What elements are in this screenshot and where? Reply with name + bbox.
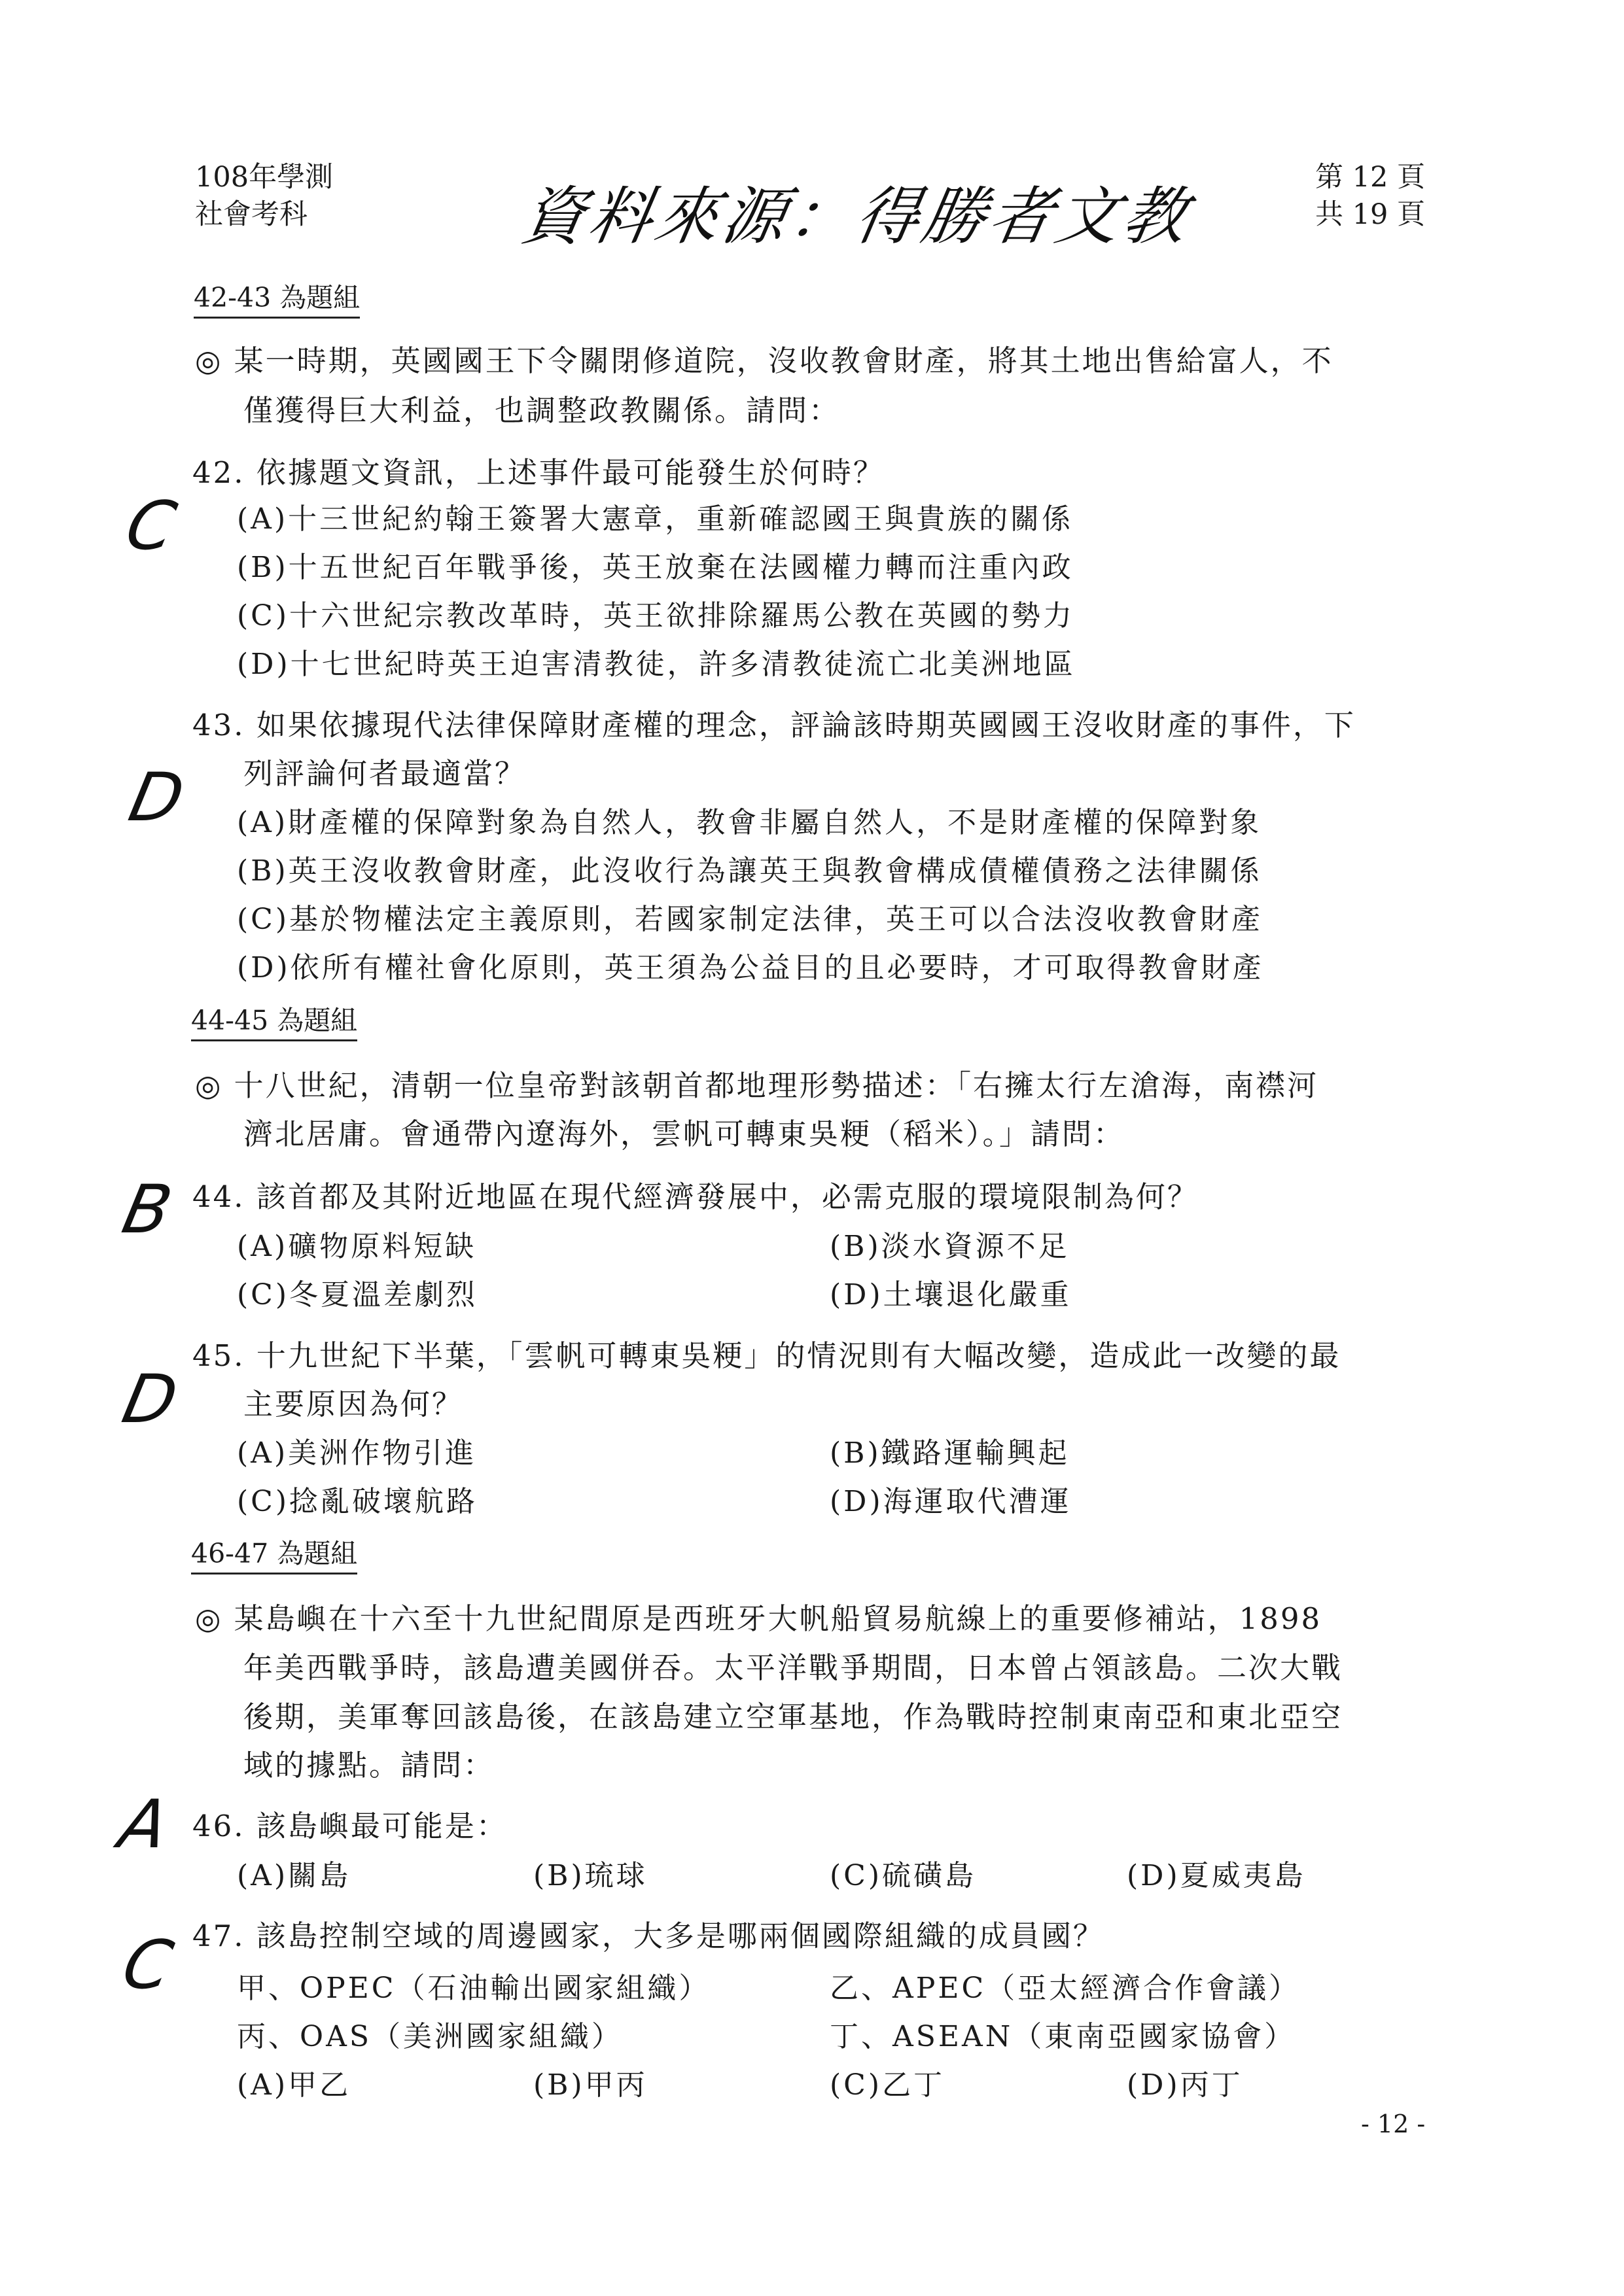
question-stem: 47. 該島控制空域的周邊國家，大多是哪兩個國際組織的成員國？ — [192, 1919, 1104, 1953]
statement-item: 乙、APEC（亞太經濟合作會議） — [830, 1972, 1301, 2005]
passage-line: ◎ 某一時期，英國國王下令關閉修道院，沒收教會財產，將其土地出售給富人，不 — [195, 343, 1333, 378]
handwritten-source-note: 資料來源：得勝者文教 — [516, 180, 1197, 253]
handwritten-answer: C — [116, 1926, 179, 2004]
option-d: (D)依所有權社會化原則，英王須為公益目的且必要時，才可取得教會財產 — [237, 951, 1264, 984]
option-b: (B)琉球 — [533, 1859, 648, 1892]
option-d: (D)海運取代漕運 — [830, 1485, 1072, 1518]
option-c: (C)基於物權法定主義原則，若國家制定法律，英王可以合法沒收教會財產 — [237, 903, 1263, 936]
option-b: (B)淡水資源不足 — [830, 1230, 1070, 1263]
question-stem: 43. 如果依據現代法律保障財產權的理念，評論該時期英國國王沒收財產的事件，下 — [192, 708, 1356, 742]
option-c: (C)捻亂破壞航路 — [237, 1485, 478, 1518]
option-c: (C)十六世紀宗教改革時，英王欲排除羅馬公教在英國的勢力 — [237, 599, 1074, 633]
passage-line: 年美西戰爭時，該島遭美國併吞。太平洋戰爭期間，日本曾占領該島。二次大戰 — [243, 1650, 1343, 1685]
question-stem-cont: 主要原因為何？ — [243, 1387, 464, 1421]
question-stem: 46. 該島嶼最可能是： — [192, 1809, 508, 1843]
option-d: (D)十七世紀時英王迫害清教徒，許多清教徒流亡北美洲地區 — [237, 648, 1076, 681]
total-pages-label: 共 19 頁 — [1315, 198, 1426, 231]
option-b: (B)英王沒收教會財產，此沒收行為讓英王與教會構成債權債務之法律關係 — [237, 854, 1262, 888]
header-left — [195, 159, 333, 234]
handwritten-answer: C — [119, 487, 183, 565]
option-c: (C)乙丁 — [830, 2068, 945, 2102]
option-d: (D)土壤退化嚴重 — [830, 1278, 1072, 1312]
option-a: (A)關島 — [237, 1859, 351, 1892]
question-stem: 44. 該首都及其附近地區在現代經濟發展中，必需克服的環境限制為何？ — [192, 1179, 1199, 1214]
group-title: 44-45 為題組 — [191, 1004, 357, 1041]
option-a: (A)甲乙 — [237, 2068, 351, 2102]
question-stem-cont: 列評論何者最適當？ — [243, 756, 527, 791]
handwritten-answer: D — [116, 1361, 185, 1438]
handwritten-answer: A — [113, 1786, 175, 1864]
option-c: (C)冬夏溫差劇烈 — [237, 1278, 478, 1312]
option-a: (A)十三世紀約翰王簽署大憲章，重新確認國王與貴族的關係 — [237, 502, 1074, 536]
passage-line: ◎ 某島嶼在十六至十九世紀間原是西班牙大帆船貿易航線上的重要修補站，1898 — [195, 1601, 1322, 1636]
passage-line: 濟北居庸。會通帶內遼海外，雲帆可轉東吳粳（稻米）。」請問： — [243, 1117, 1125, 1151]
statement-item: 甲、OPEC（石油輸出國家組織） — [237, 1972, 711, 2005]
option-d: (D)丙丁 — [1127, 2068, 1243, 2102]
group-title: 46-47 為題組 — [191, 1537, 357, 1574]
option-a: (A)美洲作物引進 — [237, 1436, 477, 1470]
page-label: 第 12 頁 — [1315, 161, 1426, 194]
subject-name: 社會考科 — [195, 198, 308, 231]
page-number: - 12 - — [1361, 2110, 1426, 2138]
option-b: (B)十五世紀百年戰爭後，英王放棄在法國權力轉而注重內政 — [237, 551, 1074, 584]
passage-line: ◎ 十八世紀，清朝一位皇帝對該朝首都地理形勢描述：「右擁太行左滄海，南襟河 — [195, 1068, 1319, 1103]
option-a: (A)礦物原料短缺 — [237, 1230, 477, 1263]
option-b: (B)甲丙 — [533, 2068, 648, 2102]
option-b: (B)鐵路運輸興起 — [830, 1436, 1070, 1470]
statement-item: 丙、OAS（美洲國家組織） — [237, 2020, 623, 2053]
handwritten-answer: B — [116, 1171, 179, 1249]
question-stem: 45. 十九世紀下半葉，「雲帆可轉東吳粳」的情況則有大幅改變，造成此一改變的最 — [192, 1338, 1341, 1373]
header-right — [1315, 159, 1425, 234]
exam-year: 108年學測 — [195, 161, 334, 194]
option-d: (D)夏威夷島 — [1127, 1859, 1306, 1892]
group-title: 42-43 為題組 — [194, 281, 360, 319]
question-stem: 42. 依據題文資訊，上述事件最可能發生於何時？ — [192, 455, 885, 490]
handwritten-answer: D — [122, 759, 191, 837]
option-c: (C)硫磺島 — [830, 1859, 976, 1892]
passage-line: 域的據點。請問： — [243, 1748, 495, 1783]
passage-line: 僅獲得巨大利益，也調整政教關係。請問： — [243, 393, 841, 428]
passage-line: 後期，美軍奪回該島後，在該島建立空軍基地，作為戰時控制東南亞和東北亞空 — [243, 1699, 1343, 1734]
option-a: (A)財產權的保障對象為自然人，教會非屬自然人，不是財產權的保障對象 — [237, 806, 1262, 839]
statement-item: 丁、ASEAN（東南亞國家協會） — [830, 2020, 1296, 2053]
